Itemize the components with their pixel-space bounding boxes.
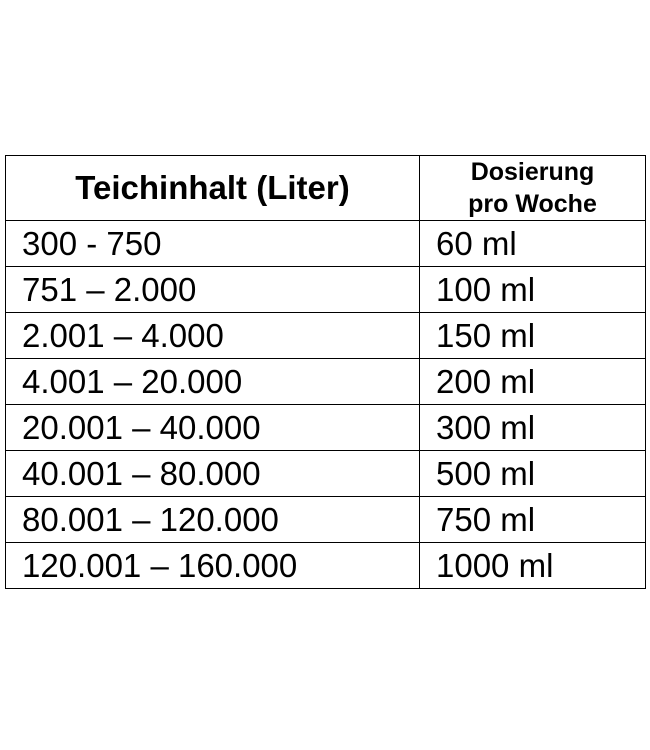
cell-dosage: 1000 ml (420, 543, 646, 589)
cell-dosage: 750 ml (420, 497, 646, 543)
cell-pond-volume: 751 – 2.000 (6, 267, 420, 313)
table-row (6, 405, 646, 451)
header-weekly-dosage (420, 156, 646, 221)
table-row (6, 221, 646, 267)
cell-pond-volume: 300 - 750 (6, 221, 420, 267)
table-row (6, 359, 646, 405)
table-row (6, 267, 646, 313)
cell-pond-volume: 2.001 – 4.000 (6, 313, 420, 359)
dosage-table (5, 155, 646, 589)
cell-dosage: 200 ml (420, 359, 646, 405)
header-pond-volume: Teichinhalt (Liter) (6, 156, 420, 221)
cell-pond-volume: 4.001 – 20.000 (6, 359, 420, 405)
cell-pond-volume: 40.001 – 80.000 (6, 451, 420, 497)
cell-dosage: 60 ml (420, 221, 646, 267)
cell-pond-volume: 80.001 – 120.000 (6, 497, 420, 543)
header-dosage-line2: pro Woche (468, 190, 597, 218)
table-header-row (6, 156, 646, 221)
table-row (6, 497, 646, 543)
cell-pond-volume: 20.001 – 40.000 (6, 405, 420, 451)
table-row (6, 313, 646, 359)
header-dosage-line1: Dosierung (470, 158, 595, 186)
table-row (6, 543, 646, 589)
cell-dosage: 500 ml (420, 451, 646, 497)
table-row (6, 451, 646, 497)
cell-dosage: 300 ml (420, 405, 646, 451)
cell-pond-volume: 120.001 – 160.000 (6, 543, 420, 589)
cell-dosage: 100 ml (420, 267, 646, 313)
cell-dosage: 150 ml (420, 313, 646, 359)
